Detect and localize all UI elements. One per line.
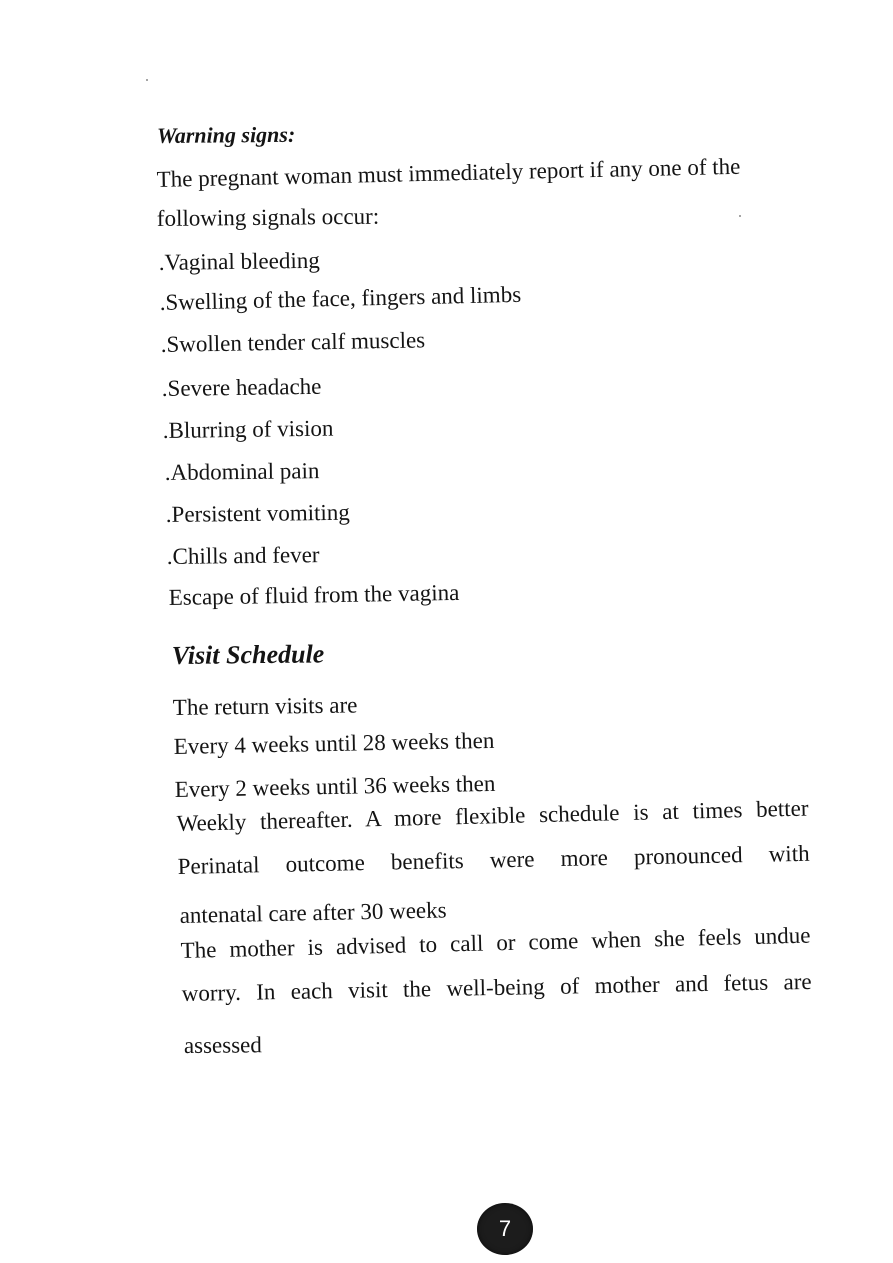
visit-schedule-heading: Visit Schedule [171, 639, 325, 670]
schedule-line: The mother is advised to call or come when she feels undue [180, 922, 811, 964]
warning-sign-item: .Swelling of the face, fingers and limbs [159, 281, 522, 316]
schedule-line: Weekly thereafter. A more flexible schedule is at times better [176, 795, 809, 837]
schedule-line: worry. In each visit the well-being of mother and fetus are [181, 968, 812, 1007]
warning-sign-item: .Vaginal bleeding [158, 247, 320, 276]
warning-sign-item: .Abdominal pain [164, 458, 320, 486]
schedule-line: Every 4 weeks until 28 weeks then [173, 727, 495, 760]
schedule-line: assessed [183, 1032, 262, 1059]
scan-speck [146, 79, 148, 81]
warning-signs-heading: Warning signs: [156, 121, 296, 149]
schedule-line: Perinatal outcome benefits were more pronounced with [177, 840, 810, 880]
warning-intro-line-1: The pregnant woman must immediately report if any one of the [156, 153, 741, 193]
page-number-badge [477, 1203, 533, 1255]
warning-intro-line-2: following signals occur: [156, 203, 380, 232]
schedule-line: Every 2 weeks until 36 weeks then [174, 770, 496, 803]
warning-sign-item: .Swollen tender calf muscles [160, 327, 426, 358]
warning-sign-item: .Blurring of vision [162, 415, 334, 444]
warning-sign-item: .Persistent vomiting [165, 499, 350, 528]
warning-sign-item: Escape of fluid from the vagina [168, 579, 460, 611]
warning-sign-item: .Severe headache [161, 373, 322, 402]
warning-sign-item: .Chills and fever [166, 542, 320, 570]
scan-speck [739, 215, 741, 217]
schedule-line: The return visits are [172, 692, 358, 721]
page-number: 7 [498, 1216, 512, 1241]
schedule-line: antenatal care after 30 weeks [179, 897, 447, 929]
